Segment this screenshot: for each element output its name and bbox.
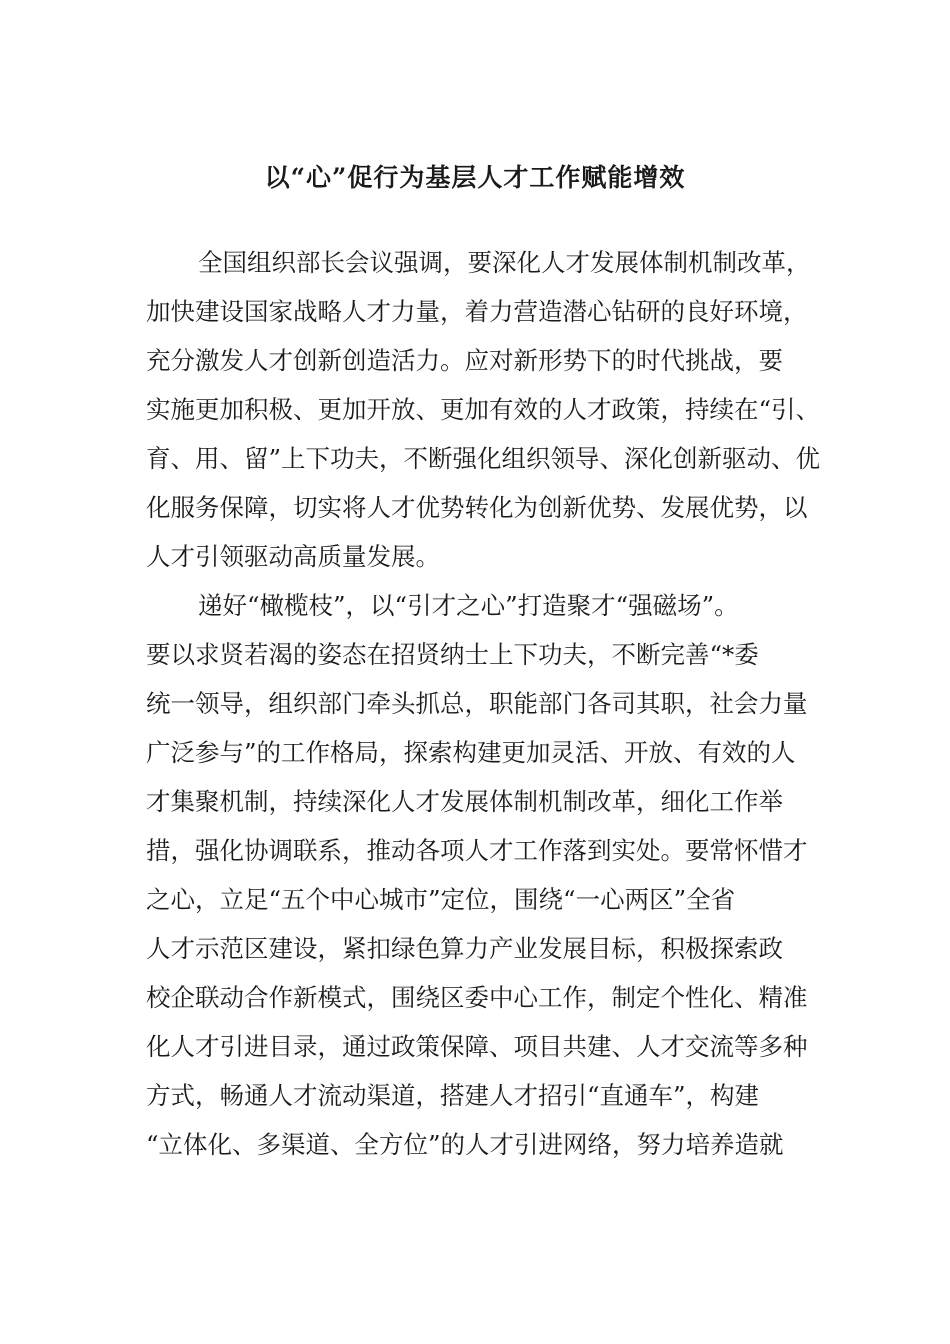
- paragraph-line: 校企联动合作新模式，围绕区委中心工作，制定个性化、精准: [146, 983, 808, 1012]
- paragraph-line: 才集聚机制，持续深化人才发展体制机制改革，细化工作举: [146, 787, 783, 816]
- paragraph-line: 加快建设国家战略人才力量，着力营造潜心钻研的良好环境，: [146, 297, 808, 326]
- paragraph-1: [146, 238, 821, 581]
- paragraph-line: 之心，立足“五个中心城市”定位，围绕“一心两区”全省: [146, 885, 736, 914]
- paragraph-line: 人才示范区建设，紧扣绿色算力产业发展目标，积极探索政: [146, 934, 783, 963]
- paragraph-line: 递好“橄榄枝”，以“引才之心”打造聚才“强磁场”。: [198, 591, 739, 620]
- paragraph-line: 化人才引进目录，通过政策保障、项目共建、人才交流等多种: [146, 1032, 808, 1061]
- paragraph-line: 实施更加积极、更加开放、更加有效的人才政策，持续在“引、: [146, 395, 821, 424]
- paragraph-line: 全国组织部长会议强调，要深化人才发展体制机制改革，: [198, 248, 811, 277]
- paragraph-line: 要以求贤若渴的姿态在招贤纳士上下功夫，不断完善“*委: [146, 640, 759, 669]
- paragraph-line: 化服务保障，切实将人才优势转化为创新优势、发展优势，以: [146, 493, 808, 522]
- document-body: [146, 238, 821, 1169]
- paragraph-line: “立体化、多渠道、全方位”的人才引进网络，努力培养造就: [146, 1130, 784, 1159]
- paragraph-line: 广泛参与”的工作格局，探索构建更加灵活、开放、有效的人: [146, 738, 796, 767]
- paragraph-line: 人才引领驱动高质量发展。: [146, 542, 440, 571]
- paragraph-2: [146, 581, 818, 1169]
- document-title: 以“心”促行为基层人才工作赋能增效: [264, 163, 686, 192]
- paragraph-line: 统一领导，组织部门牵头抓总，职能部门各司其职，社会力量: [146, 689, 808, 718]
- paragraph-line: 充分激发人才创新创造活力。应对新形势下的时代挑战，要: [146, 346, 783, 375]
- paragraph-line: 措，强化协调联系，推动各项人才工作落到实处。要常怀惜才: [146, 836, 808, 865]
- paragraph-line: 育、用、留”上下功夫，不断强化组织领导、深化创新驱动、优: [146, 444, 821, 473]
- paragraph-line: 方式，畅通人才流动渠道，搭建人才招引“直通车”，构建: [146, 1081, 760, 1110]
